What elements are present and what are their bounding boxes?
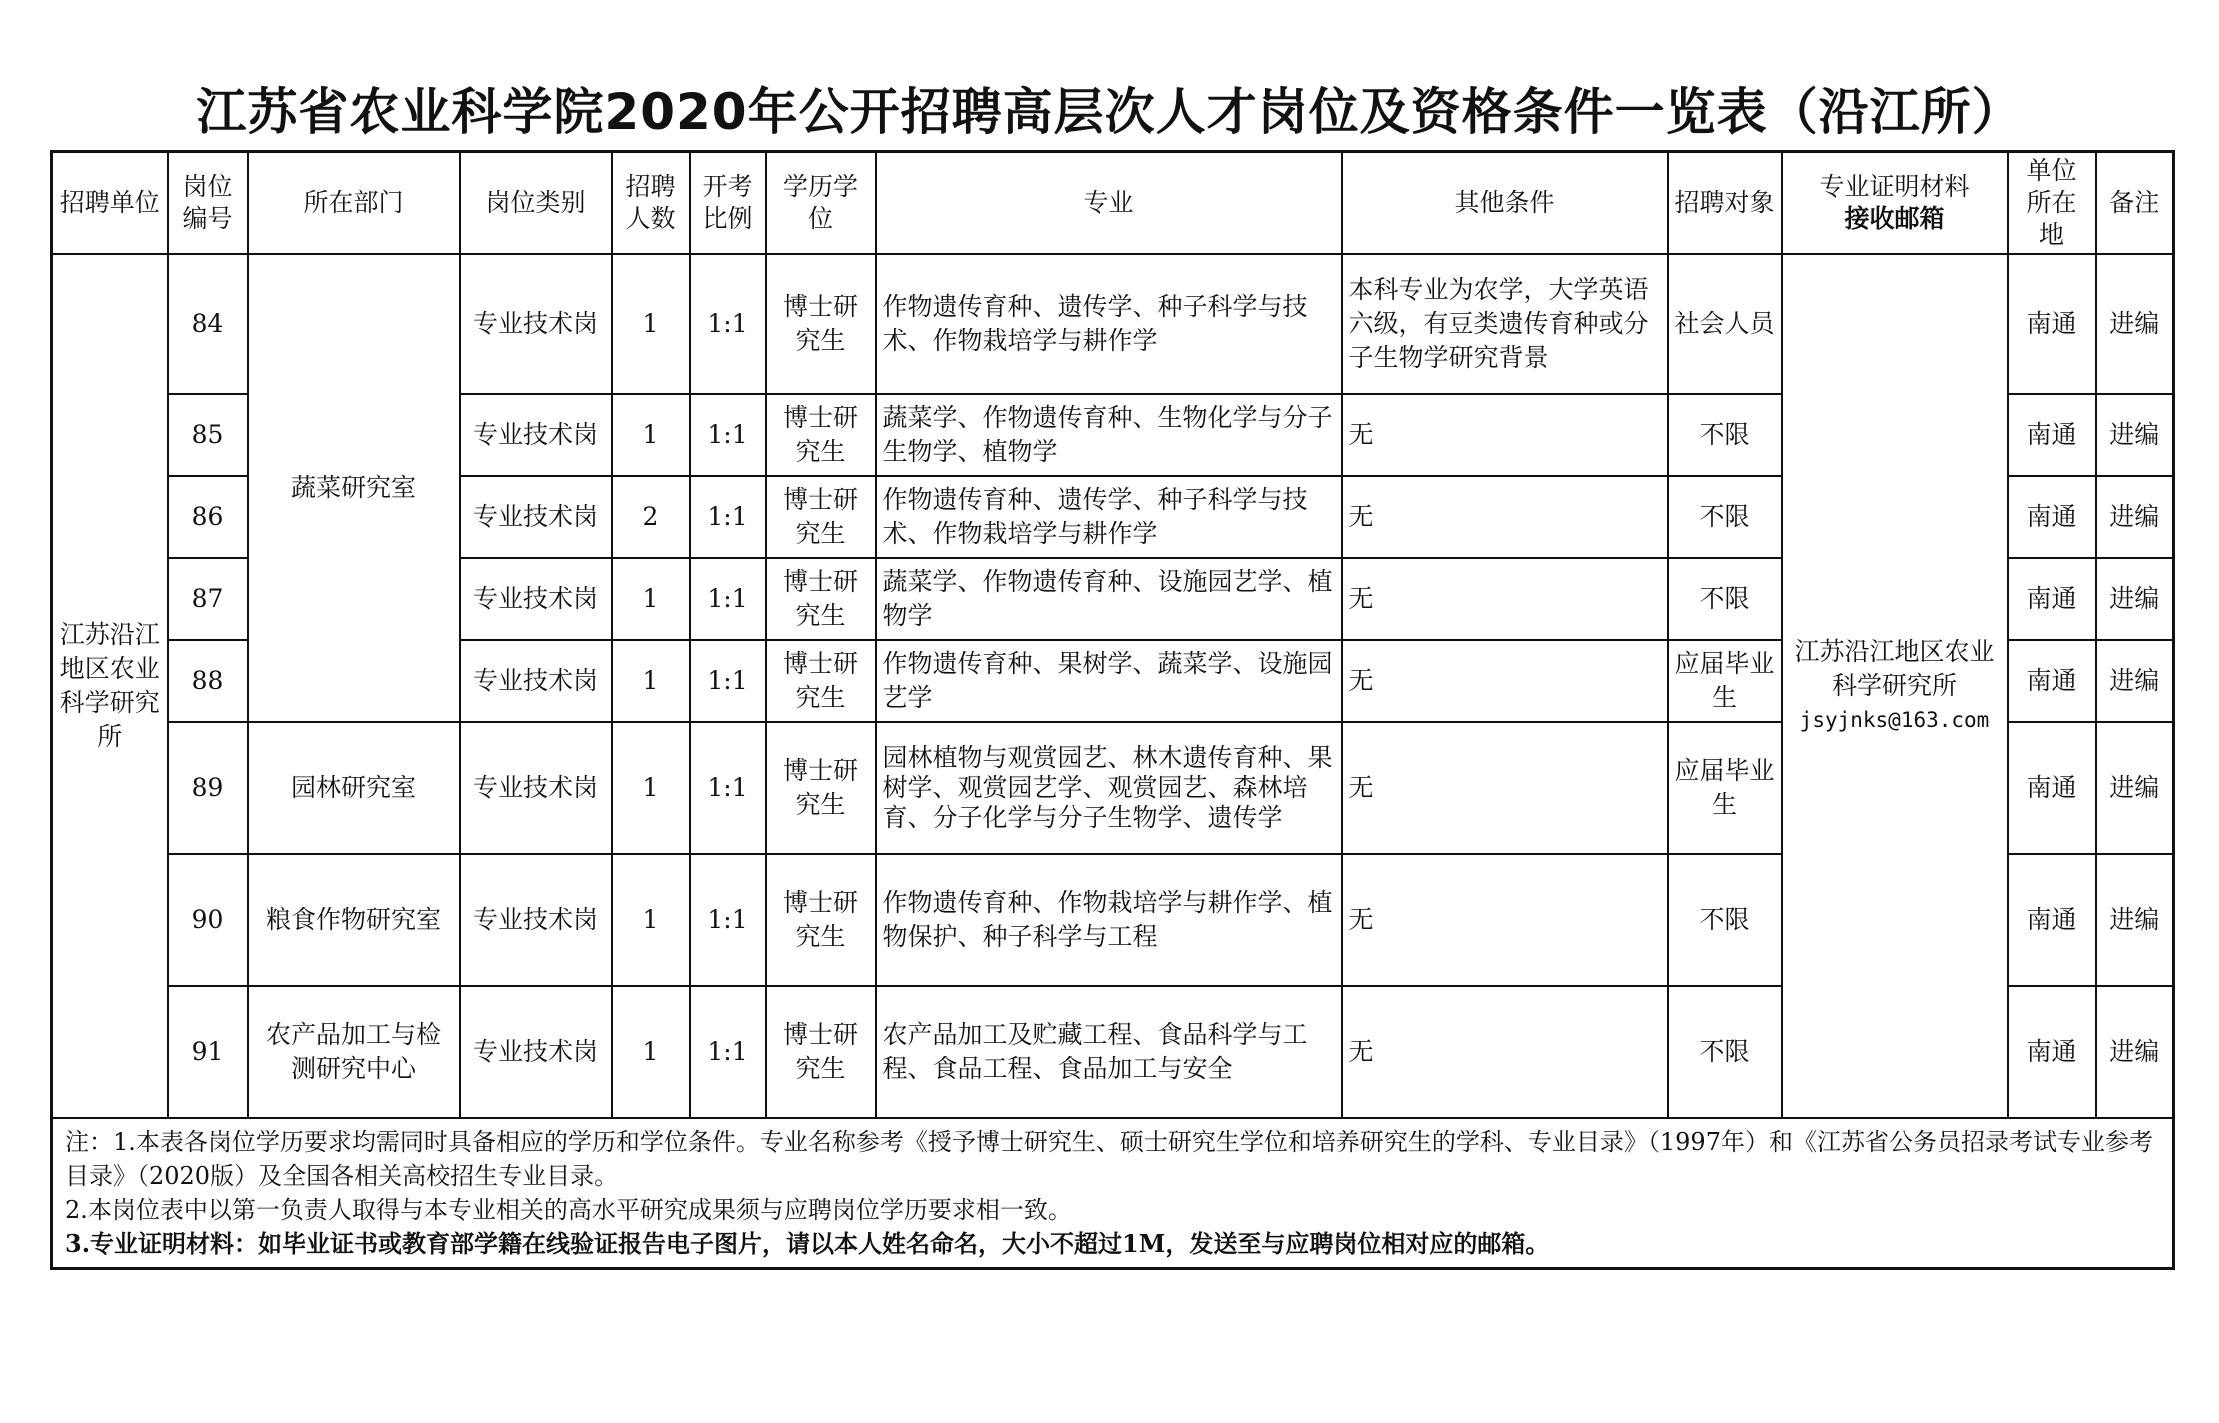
count-cell: 1 bbox=[612, 722, 690, 854]
recruitment-table bbox=[50, 150, 2175, 1270]
degree-cell: 博士研究生 bbox=[766, 854, 876, 986]
degree-cell: 博士研究生 bbox=[766, 558, 876, 640]
header-count: 招聘人数 bbox=[612, 152, 690, 255]
degree-cell: 博士研究生 bbox=[766, 640, 876, 722]
other-cell: 无 bbox=[1342, 640, 1668, 722]
location-cell: 南通 bbox=[2008, 558, 2096, 640]
dept-cell: 农产品加工与检测研究中心 bbox=[248, 986, 460, 1118]
remark-cell: 进编 bbox=[2096, 722, 2174, 854]
post-no-cell: 84 bbox=[168, 254, 248, 394]
category-cell: 专业技术岗 bbox=[460, 394, 612, 476]
table-row bbox=[52, 254, 2174, 394]
location-cell: 南通 bbox=[2008, 394, 2096, 476]
notes-row bbox=[52, 1118, 2174, 1269]
header-other: 其他条件 bbox=[1342, 152, 1668, 255]
location-cell: 南通 bbox=[2008, 854, 2096, 986]
count-cell: 1 bbox=[612, 394, 690, 476]
count-cell: 1 bbox=[612, 854, 690, 986]
header-major: 专业 bbox=[876, 152, 1342, 255]
target-cell: 社会人员 bbox=[1668, 254, 1782, 394]
ratio-cell: 1:1 bbox=[690, 722, 766, 854]
degree-cell: 博士研究生 bbox=[766, 254, 876, 394]
major-cell: 园林植物与观赏园艺、林木遗传育种、果树学、观赏园艺学、观赏园艺、森林培育、分子化学与分子生物学、遗传学 bbox=[876, 722, 1342, 854]
ratio-cell: 1:1 bbox=[690, 254, 766, 394]
major-cell: 作物遗传育种、遗传学、种子科学与技术、作物栽培学与耕作学 bbox=[876, 254, 1342, 394]
email-cell bbox=[1782, 254, 2008, 1118]
header-unit: 招聘单位 bbox=[52, 152, 168, 255]
header-remark: 备注 bbox=[2096, 152, 2174, 255]
header-email-line2: 接收邮箱 bbox=[1844, 204, 1945, 233]
remark-cell: 进编 bbox=[2096, 854, 2174, 986]
header-ratio: 开考比例 bbox=[690, 152, 766, 255]
target-cell: 不限 bbox=[1668, 476, 1782, 558]
post-no-cell: 91 bbox=[168, 986, 248, 1118]
category-cell: 专业技术岗 bbox=[460, 558, 612, 640]
other-cell: 无 bbox=[1342, 854, 1668, 986]
remark-cell: 进编 bbox=[2096, 254, 2174, 394]
post-no-cell: 85 bbox=[168, 394, 248, 476]
count-cell: 1 bbox=[612, 640, 690, 722]
major-cell: 农产品加工及贮藏工程、食品科学与工程、食品工程、食品加工与安全 bbox=[876, 986, 1342, 1118]
other-cell: 无 bbox=[1342, 558, 1668, 640]
ratio-cell: 1:1 bbox=[690, 394, 766, 476]
dept-cell: 园林研究室 bbox=[248, 722, 460, 854]
email-org: 江苏沿江地区农业科学研究所 bbox=[1794, 637, 1995, 700]
notes-cell bbox=[52, 1118, 2174, 1269]
remark-cell: 进编 bbox=[2096, 394, 2174, 476]
degree-cell: 博士研究生 bbox=[766, 394, 876, 476]
remark-cell: 进编 bbox=[2096, 640, 2174, 722]
ratio-cell: 1:1 bbox=[690, 986, 766, 1118]
category-cell: 专业技术岗 bbox=[460, 986, 612, 1118]
other-cell: 无 bbox=[1342, 476, 1668, 558]
count-cell: 2 bbox=[612, 476, 690, 558]
major-cell: 蔬菜学、作物遗传育种、设施园艺学、植物学 bbox=[876, 558, 1342, 640]
category-cell: 专业技术岗 bbox=[460, 854, 612, 986]
remark-cell: 进编 bbox=[2096, 558, 2174, 640]
category-cell: 专业技术岗 bbox=[460, 640, 612, 722]
category-cell: 专业技术岗 bbox=[460, 254, 612, 394]
ratio-cell: 1:1 bbox=[690, 640, 766, 722]
post-no-cell: 90 bbox=[168, 854, 248, 986]
count-cell: 1 bbox=[612, 558, 690, 640]
other-cell: 无 bbox=[1342, 986, 1668, 1118]
post-no-cell: 87 bbox=[168, 558, 248, 640]
note-2: 2.本岗位表中以第一负责人取得与本专业相关的高水平研究成果须与应聘岗位学历要求相一致。 bbox=[65, 1196, 1072, 1224]
target-cell: 应届毕业生 bbox=[1668, 640, 1782, 722]
remark-cell: 进编 bbox=[2096, 476, 2174, 558]
header-email bbox=[1782, 152, 2008, 255]
header-row bbox=[52, 152, 2174, 255]
location-cell: 南通 bbox=[2008, 640, 2096, 722]
other-cell: 本科专业为农学，大学英语六级，有豆类遗传育种或分子生物学研究背景 bbox=[1342, 254, 1668, 394]
remark-cell: 进编 bbox=[2096, 986, 2174, 1118]
category-cell: 专业技术岗 bbox=[460, 476, 612, 558]
page-title: 江苏省农业科学院2020年公开招聘高层次人才岗位及资格条件一览表（沿江所） bbox=[196, 83, 2023, 141]
post-no-cell: 89 bbox=[168, 722, 248, 854]
note-1: 注：1.本表各岗位学历要求均需同时具备相应的学历和学位条件。专业名称参考《授予博士研究生、硕士研究生学位和培养研究生的学科、专业目录》（1997年）和《江苏省公务员招录考试专业参考目录》（2020版）及全国各相关高校招生专业目录。 bbox=[65, 1128, 2153, 1190]
target-cell: 不限 bbox=[1668, 394, 1782, 476]
target-cell: 不限 bbox=[1668, 558, 1782, 640]
major-cell: 蔬菜学、作物遗传育种、生物化学与分子生物学、植物学 bbox=[876, 394, 1342, 476]
email-address: jsyjnks@163.com bbox=[1799, 708, 1990, 732]
ratio-cell: 1:1 bbox=[690, 558, 766, 640]
other-cell: 无 bbox=[1342, 722, 1668, 854]
major-cell: 作物遗传育种、果树学、蔬菜学、设施园艺学 bbox=[876, 640, 1342, 722]
location-cell: 南通 bbox=[2008, 986, 2096, 1118]
location-cell: 南通 bbox=[2008, 254, 2096, 394]
category-cell: 专业技术岗 bbox=[460, 722, 612, 854]
ratio-cell: 1:1 bbox=[690, 476, 766, 558]
dept-cell: 粮食作物研究室 bbox=[248, 854, 460, 986]
header-email-line1: 专业证明材料 bbox=[1819, 172, 1970, 201]
count-cell: 1 bbox=[612, 986, 690, 1118]
note-3: 3.专业证明材料：如毕业证书或教育部学籍在线验证报告电子图片，请以本人姓名命名，大小不超过1M，发送至与应聘岗位相对应的邮箱。 bbox=[65, 1229, 1550, 1258]
header-category: 岗位类别 bbox=[460, 152, 612, 255]
degree-cell: 博士研究生 bbox=[766, 476, 876, 558]
target-cell: 不限 bbox=[1668, 854, 1782, 986]
degree-cell: 博士研究生 bbox=[766, 986, 876, 1118]
dept-cell: 蔬菜研究室 bbox=[248, 254, 460, 722]
unit-cell: 江苏沿江地区农业科学研究所 bbox=[52, 254, 168, 1118]
location-cell: 南通 bbox=[2008, 476, 2096, 558]
target-cell: 不限 bbox=[1668, 986, 1782, 1118]
target-cell: 应届毕业生 bbox=[1668, 722, 1782, 854]
post-no-cell: 88 bbox=[168, 640, 248, 722]
header-dept: 所在部门 bbox=[248, 152, 460, 255]
header-post-no: 岗位编号 bbox=[168, 152, 248, 255]
location-cell: 南通 bbox=[2008, 722, 2096, 854]
header-location: 单位所在地 bbox=[2008, 152, 2096, 255]
header-degree: 学历学位 bbox=[766, 152, 876, 255]
other-cell: 无 bbox=[1342, 394, 1668, 476]
major-cell: 作物遗传育种、作物栽培学与耕作学、植物保护、种子科学与工程 bbox=[876, 854, 1342, 986]
ratio-cell: 1:1 bbox=[690, 854, 766, 986]
header-target: 招聘对象 bbox=[1668, 152, 1782, 255]
degree-cell: 博士研究生 bbox=[766, 722, 876, 854]
post-no-cell: 86 bbox=[168, 476, 248, 558]
count-cell: 1 bbox=[612, 254, 690, 394]
major-cell: 作物遗传育种、遗传学、种子科学与技术、作物栽培学与耕作学 bbox=[876, 476, 1342, 558]
